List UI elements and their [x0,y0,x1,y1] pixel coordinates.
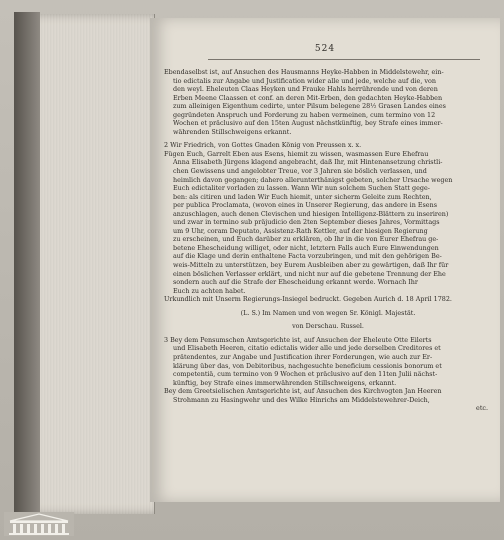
text-line: klärung über das, von Debitoribus, nachgesuchte beneficium cessionis bonorum et [173,361,442,370]
text-line: per publica Proclamata, (wovon eines in Unserer Regierung, das andere in Esens [173,201,437,210]
text-line: chen Gewissens und angelobter Treue, vor 3 Jahren sie böslich verlassen, und [173,167,427,176]
text-line: währenden Stillschweigens erkannt. [173,127,292,136]
page-text [164,68,492,413]
text-line: Bey dem Greetsielischen Amtsgerichte ist, auf Ansuchen des Kirchvogten Jan Heeren [164,387,442,396]
text-line: den weyl. Eheleuten Claas Heyken und Frauke Hahls herrührende und von deren [173,85,438,94]
text-line: Euch edictaliter vorladen zu lassen. Wann Wir nun solchem Suchen Statt gege- [173,184,430,193]
text-line: Euch zu achten habet. [173,286,246,295]
text-line: zum alleinigen Eigenthum cedirte, unter Pilsum belegene 28½ Grasen Landes eines [173,102,446,111]
book-page [150,18,500,502]
text-line: Fügen Euch, Garrelt Eben aus Esens, hiemit zu wissen, wasmassen Eure Ehefrau [164,149,429,158]
text-line: heimlich davon gegangen; dahero allerunterthänigst gebeten, solcher Ursache wegen [173,175,453,184]
text-line: 3 Bey dem Pensumschen Amtsgerichte ist, auf Ansuchen der Eheleute Otte Eilerts [164,335,432,344]
text-line: und Elisabeth Heeren, citatio edictalis wider alle und jede derselben Creditores et [173,344,441,353]
signature-line: von Derschau. Russel. [292,322,364,331]
text-line: gegründeten Anspruch und Forderung zu haben vermeinen, cum termino von 12 [173,110,436,119]
seal-line: (L. S.) Im Namen und von wegen Sr. Königl. Majestät. [240,308,416,317]
text-line: ben: als citiren und laden Wir Euch hiemit, unter sicherm Geleite zum Rechten, [173,192,432,201]
catchword: etc. [476,404,488,413]
text-line: und zwar in termino sub präjudicio den 2ten September dieses Jahres, Vormittags [173,218,440,227]
text-line: künftig, bey Strafe eines immerwährenden Stillschweigens, erkannt. [173,378,397,387]
text-line: prätendentes, zur Angabe und Justification ihrer Forderungen, wie auch zur Er- [173,352,433,361]
page-number: 524 [314,44,336,54]
text-line: Strohmann zu Hasingwehr und des Wilke Hinrichs am Middelstewehrer-Deich, [173,395,430,404]
text-line: Urkundlich mit Unserm Regierungs-Insiegel bedruckt. Gegeben Aurich d. 18 April 1782. [164,295,452,304]
text-line: einen böslichen Verlasser erklärt, und nicht nur auf die gebetene Trennung der Ehe [173,269,446,278]
text-line: Wochen et präclusivo auf den 15ten August nächstkünftig, bey Strafe eines immer- [173,119,443,128]
text-line: zu erscheinen, und Euch darüber zu erklären, ob Ihr in die von Eurer Ehefrau ge- [173,235,439,244]
text-line: weis-Mitteln zu unterstützen, bey Eurem Ausbleiben aber zu gewärtigen, daß Ihr für [173,261,449,270]
text-line: Ebendaselbst ist, auf Ansuchen des Hausmanns Heyke-Habben in Middelstewehr, ein- [164,68,444,76]
text-line: anzuschlagen, auch denen Clevischen und hiesigen Intelligenz-Blättern zu inseriren) [173,209,449,218]
text-line: sondern auch auf die Strafe der Ehescheidung erkannt werde. Wornach Ihr [173,278,418,287]
text-line: um 9 Uhr, coram Deputato, Assistenz-Rath Kettler, auf der hiesigen Regierung [173,226,428,235]
header-rule [208,59,480,60]
text-line: betene Ehescheidung williget, oder nicht, letztern Falls auch Eure Einwendungen [173,243,439,252]
text-line: Anna Elisabeth Jürgens klagend angebracht, daß Ihr, mit Hintenansetzung christli- [173,158,443,167]
text-line: 2 Wir Friedrich, von Gottes Gnaden König von Preussen x. x. [164,141,362,150]
text-line: competentiä, cum termino von 9 Wochen et präclusivo auf den 11ten Julii nächst- [173,370,438,379]
book-cover [14,12,40,518]
text-line: Erben Meene Claassen et conf. an deren Mit-Erben, den gedachten Heyke-Habben [173,93,443,102]
text-line: auf die Klage und derin enthaltene Facta vorzubringen, und mit den gehörigen Be- [173,252,442,261]
text-line: tio edictalis zur Angabe und Justification wider alle und jede, welche auf die, von [173,76,436,85]
library-logo-icon [4,512,74,536]
